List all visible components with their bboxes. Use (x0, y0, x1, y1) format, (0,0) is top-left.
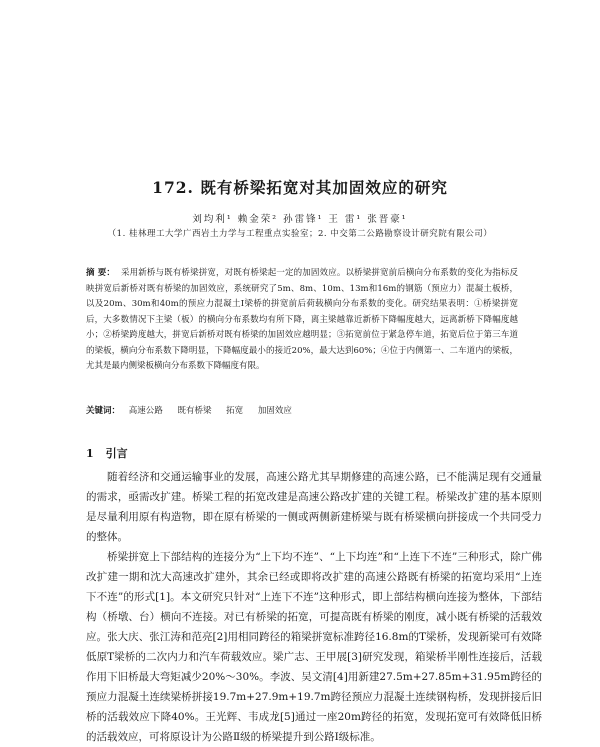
section-heading (86, 445, 518, 461)
body-paragraph: 桥梁拼宽上下部结构的连接分为“上下均不连”、“上下均连”和“上连下不连”三种形式，除广佛改扩建一期和沈大高速改扩建外，其余已经或即将改扩建的高速公路既有桥梁的拓宽均采用“上连下不连”的形式[1]。本文研究只针对“上连下不连”这种形式，即上部结构横向连接为整体，下部结构（桥墩、台）横向不连接。对已有桥梁的拓宽，可提高既有桥梁的刚度，减小既有桥梁的活载效应。张大庆、张江涛和范亮[2]用相同跨径的箱梁拼宽标准跨径16.8m的T梁桥，发现新梁可有效降低原T梁桥的二次内力和汽车荷载效应。梁广志、王甲展[3]研究发现，箱梁桥半刚性连接后，活载作用下旧桥最大弯矩减少20%～30%。李波、吴文清[4]用新建27.5m+27.85m+31.95m跨径的预应力混凝土连续梁桥拼接19.7m+27.9m+19.7m跨径预应力混凝土连续钢构桥，发现拼接后旧桥的活载效应下降40%。王光辉、韦成龙[5]通过一座20m跨径的拓宽，发现拓宽可有效降低旧桥的活载效应，可将原设计为公路Ⅱ级的桥梁提升到公路Ⅰ级标准。 (86, 551, 542, 743)
keyword-item: 加固效应 (257, 406, 292, 416)
abstract (86, 266, 518, 375)
paper-title: 172. 既有桥梁拓宽对其加固效应的研究 (152, 178, 448, 197)
author-list: 刘均利¹ 赖金荣² 孙雷锋¹ 王 雷¹ 张晋豪¹ (192, 214, 408, 225)
abstract-text: 采用新桥与既有桥梁拼宽，对既有桥梁起一定的加固效应。以桥梁拼宽前后横向分布系数的变化为指标反映拼宽后新桥对既有桥梁的加固效应，系统研究了5m、8m、10m、13m和16m的钢筋（预应力）混凝土板桥，以及20m、30m和40m的预应力混凝土Ⅰ梁桥的拼宽前后荷载横向分布系数的变化。研究结果表明：①桥梁拼宽后，大多数情况下主梁（板）的横向分布系数均有所下降，离主梁越靠近新桥下降幅度越大，远离新桥下降幅度越小；②桥梁跨度越大，拼宽后新桥对既有桥梁的加固效应越明显；③拓宽前位于紧急停车道，拓宽后位于第三车道的梁板，横向分布系数下降明显，下降幅度最小的接近20%，最大达到60%；④位于内侧第一、二车道内的梁板，尤其是最内侧梁板横向分布系数下降幅度有限。 (86, 268, 518, 371)
keyword-item: 高速公路 (128, 406, 163, 416)
keyword-item: 拓宽 (226, 406, 244, 416)
body-paragraph: 随着经济和交通运输事业的发展，高速公路尤其早期修建的高速公路，已不能满足现有交通量的需求，亟需改扩建。桥梁工程的拓宽改建是高速公路改扩建的关键工程。桥梁改扩建的基本原则是尽量利用原有构造物，即在原有桥梁的一侧或两侧新建桥梁与既有桥梁横向拼接成一个共同受力的整体。 (86, 471, 542, 543)
keyword-item: 既有桥梁 (177, 406, 212, 416)
section-number: 1 (86, 447, 94, 460)
keywords-label: 关键词： (86, 406, 121, 416)
abstract-label: 摘 要： (86, 268, 115, 278)
author-affiliation: （1. 桂林理工大学广西岩土力学与工程重点实验室；2. 中交第二公路勘察设计研究院有限公司） (107, 229, 493, 239)
body-text (86, 467, 542, 747)
keywords (86, 404, 518, 416)
section-title: 引言 (105, 447, 128, 460)
